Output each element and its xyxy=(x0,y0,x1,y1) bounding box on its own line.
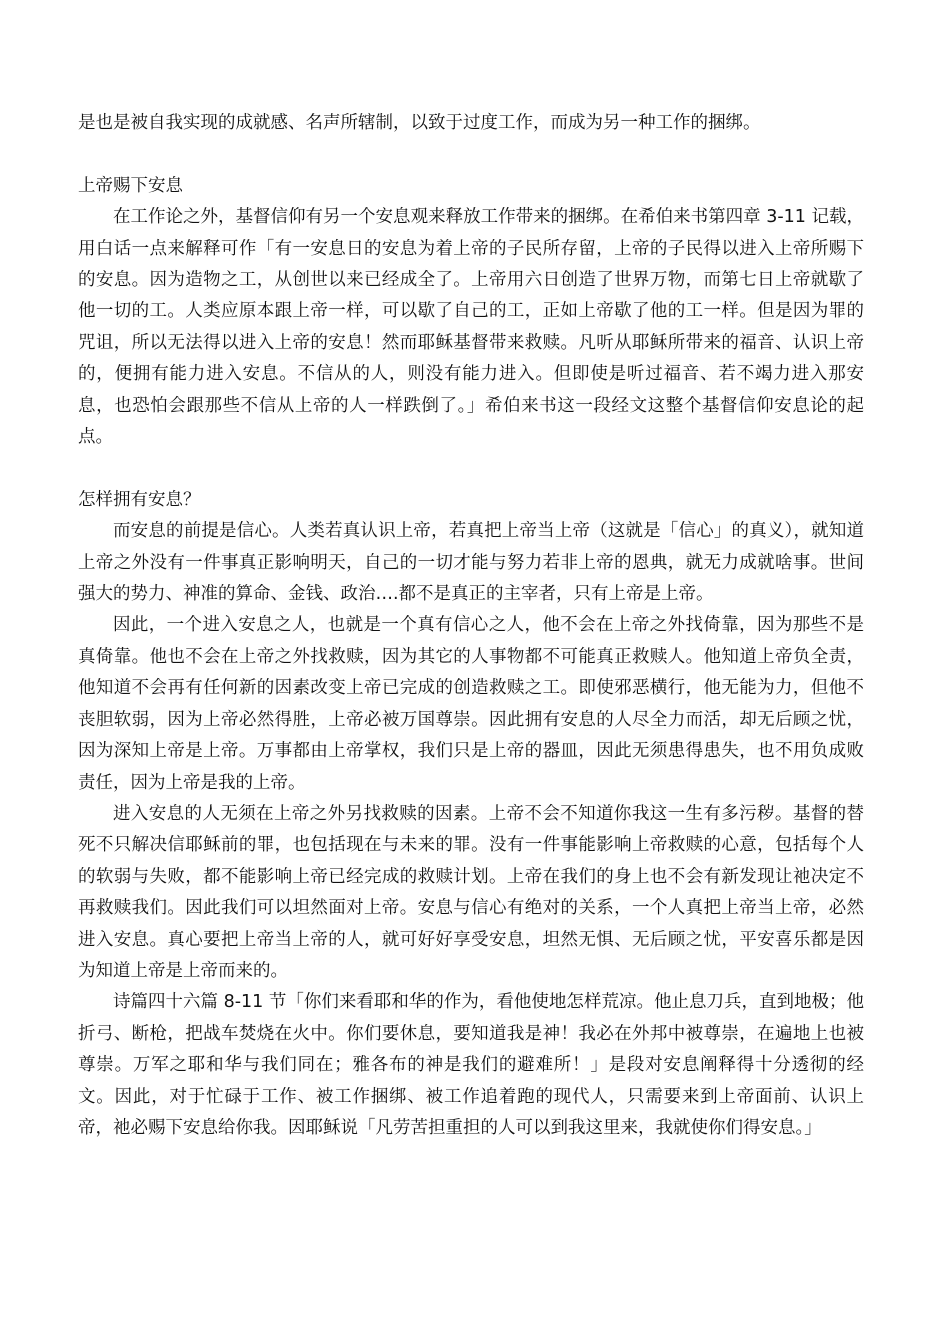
intro-paragraph: 是也是被自我实现的成就感、名声所辖制，以致于过度工作，而成为另一种工作的捆绑。 xyxy=(78,113,761,133)
body-paragraph: 而安息的前提是信心。人类若真认识上帝，若真把上帝当上帝（这就是「信心」的真义），就知道上帝之外没有一件事真正影响明天，自己的一切才能与努力若非上帝的恩典，就无力成就啥事。世间强大的势力、神准的算命、金钱、政治….都不是真正的主宰者，只有上帝是上帝。 xyxy=(78,521,864,605)
document-page xyxy=(78,108,864,1144)
body-paragraph: 因此，一个进入安息之人，也就是一个真有信心之人，他不会在上帝之外找倚靠，因为那些不是真倚靠。他也不会在上帝之外找救赎，因为其它的人事物都不可能真正救赎人。他知道上帝负全责，他知道不会再有任何新的因素改变上帝已完成的创造救赎之工。即使邪恶横行，他无能为力，但他不丧胆软弱，因为上帝必然得胜，上帝必被万国尊崇。因此拥有安息的人尽全力而活，却无后顾之忧，因为深知上帝是上帝。万事都由上帝掌权，我们只是上帝的器皿，因此无须患得患失，也不用负成败责任，因为上帝是我的上帝。 xyxy=(78,615,864,793)
body-paragraph: 进入安息的人无须在上帝之外另找救赎的因素。上帝不会不知道你我这一生有多污秽。基督的替死不只解决信耶稣前的罪，也包括现在与未来的罪。没有一件事能影响上帝救赎的心意，包括每个人的软弱与失败，都不能影响上帝已经完成的救赎计划。上帝在我们的身上也不会有新发现让祂决定不再救赎我们。因此我们可以坦然面对上帝。安息与信心有绝对的关系，一个人真把上帝当上帝，必然进入安息。真心要把上帝当上帝的人，就可好好享受安息，坦然无惧、无后顾之忧，平安喜乐都是因为知道上帝是上帝而来的。 xyxy=(78,803,864,981)
spacer xyxy=(78,453,864,484)
section-heading-how-to-rest: 怎样拥有安息？ xyxy=(78,489,201,510)
body-paragraph: 诗篇四十六篇 8-11 节「你们来看耶和华的作为，看他使地怎样荒凉。他止息刀兵，直到地极；他折弓、断枪，把战车焚烧在火中。你们要休息，要知道我是神！我必在外邦中被尊崇，在遍地上也被尊崇。万军之耶和华与我们同在；雅各布的神是我们的避难所！」是段对安息阐释得十分透彻的经文。因此，对于忙碌于工作、被工作捆绑、被工作追着跑的现代人，只需要来到上帝面前、认识上帝，祂必赐下安息给你我。因耶稣说「凡劳苦担重担的人可以到我这里来，我就使你们得安息。」 xyxy=(78,992,864,1138)
section-heading-rest-given: 上帝赐下安息 xyxy=(78,175,183,196)
spacer xyxy=(78,139,864,170)
body-paragraph: 在工作论之外，基督信仰有另一个安息观来释放工作带来的捆绑。在希伯来书第四章 3-11 记载，用白话一点来解释可作「有一安息日的安息为着上帝的子民所存留，上帝的子民得以进入上帝所赐下的安息。因为造物之工，从创世以来已经成全了。上帝用六日创造了世界万物，而第七日上帝就歇了他一切的工。人类应原本跟上帝一样，可以歇了自己的工，正如上帝歇了他的工一样。但是因为罪的咒诅，所以无法得以进入上帝的安息！然而耶稣基督带来救赎。凡听从耶稣所带来的福音、认识上帝的，便拥有能力进入安息。不信从的人，则没有能力进入。但即使是听过福音、若不竭力进入那安息，也恐怕会跟那些不信从上帝的人一样跌倒了。」希伯来书这一段经文这整个基督信仰安息论的起点。 xyxy=(78,207,864,448)
